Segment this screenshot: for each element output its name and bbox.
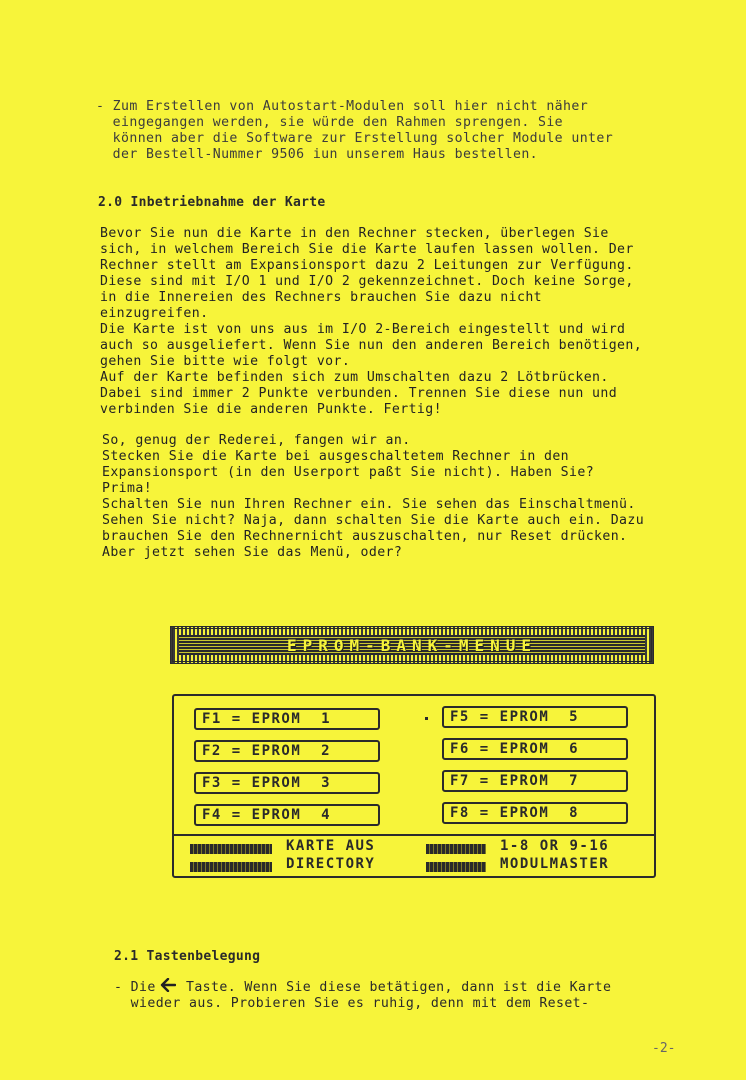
paragraph-line: Diese sind mit I/O 1 und I/O 2 gekennzeichnet. Doch keine Sorge, xyxy=(100,274,634,289)
menu-footer-karte-aus[interactable]: KARTE AUS xyxy=(286,838,376,854)
paragraph-line: in die Innereien des Rechners brauchen Sie dazu nicht xyxy=(100,290,542,305)
key-chip-icon xyxy=(426,862,486,872)
section-heading-2-1: 2.1 Tastenbelegung xyxy=(114,949,261,964)
menu-item-f2[interactable]: F2 = EPROM 2 xyxy=(194,740,380,762)
left-arrow-icon xyxy=(160,978,176,992)
paragraph-line: sich, in welchem Bereich Sie die Karte laufen lassen wollen. Der xyxy=(100,242,634,257)
paragraph-line: Aber jetzt sehen Sie das Menü, oder? xyxy=(102,545,403,560)
section-heading-2-0: 2.0 Inbetriebnahme der Karte xyxy=(98,195,326,210)
paragraph-line: Schalten Sie nun Ihren Rechner ein. Sie sehen das Einschaltmenü. xyxy=(102,497,636,512)
paragraph-line: Rechner stellt am Expansionsport dazu 2 Leitungen zur Verfügung. xyxy=(100,258,634,273)
menu-item-f5[interactable]: F5 = EPROM 5 xyxy=(442,706,628,728)
paragraph-line: Dabei sind immer 2 Punkte verbunden. Trennen Sie diese nun und xyxy=(100,386,618,401)
paragraph-line: auch so ausgeliefert. Wenn Sie nun den anderen Bereich benötigen, xyxy=(100,338,643,353)
menu-item-f1[interactable]: F1 = EPROM 1 xyxy=(194,708,380,730)
menu-item-f7[interactable]: F7 = EPROM 7 xyxy=(442,770,628,792)
menu-banner xyxy=(170,626,654,664)
menu-footer-directory[interactable]: DIRECTORY xyxy=(286,856,376,872)
tastenbelegung-line-prefix: - Die xyxy=(114,980,156,995)
key-chip-icon xyxy=(426,844,486,854)
intro-line: der Bestell-Nummer 9506 iun unserem Haus bestellen. xyxy=(96,147,538,162)
menu-footer-bank-select[interactable]: 1-8 OR 9-16 xyxy=(500,838,610,854)
page-number: -2- xyxy=(652,1041,676,1056)
menu-divider xyxy=(174,834,654,836)
tastenbelegung-line-2: wieder aus. Probieren Sie es ruhig, denn mit dem Reset- xyxy=(114,996,590,1011)
intro-line: - Zum Erstellen von Autostart-Modulen soll hier nicht näher xyxy=(96,99,589,114)
paragraph-line: Stecken Sie die Karte bei ausgeschaltetem Rechner in den xyxy=(102,449,570,464)
paragraph-line: Expansionsport (in den Userport paßt Sie nicht). Haben Sie? xyxy=(102,465,595,480)
paragraph-line: gehen Sie bitte wie folgt vor. xyxy=(100,354,351,369)
menu-item-f6[interactable]: F6 = EPROM 6 xyxy=(442,738,628,760)
key-chip-icon xyxy=(190,844,272,854)
paragraph-line: Auf der Karte befinden sich zum Umschalten dazu 2 Lötbrücken. xyxy=(100,370,609,385)
paragraph-line: Prima! xyxy=(102,481,153,496)
paragraph-line: So, genug der Rederei, fangen wir an. xyxy=(102,433,411,448)
menu-item-f8[interactable]: F8 = EPROM 8 xyxy=(442,802,628,824)
menu-footer-modulmaster[interactable]: MODULMASTER xyxy=(500,856,610,872)
paragraph-line: Sehen Sie nicht? Naja, dann schalten Sie die Karte auch ein. Dazu xyxy=(102,513,645,528)
menu-banner-title: EPROM-BANK-MENUE xyxy=(286,635,538,655)
tastenbelegung-line-rest: Taste. Wenn Sie diese betätigen, dann ist die Karte xyxy=(186,980,612,995)
menu-banner-inner xyxy=(179,635,645,655)
eprom-menu xyxy=(172,694,656,878)
paragraph-line: einzugreifen. xyxy=(100,306,209,321)
paragraph-line: Bevor Sie nun die Karte in den Rechner stecken, überlegen Sie xyxy=(100,226,609,241)
menu-item-f3[interactable]: F3 = EPROM 3 xyxy=(194,772,380,794)
intro-line: können aber die Software zur Erstellung solcher Module unter xyxy=(96,131,614,146)
key-chip-icon xyxy=(190,862,272,872)
separator-dot xyxy=(425,717,428,720)
paragraph-line: verbinden Sie die anderen Punkte. Fertig! xyxy=(100,402,442,417)
menu-item-f4[interactable]: F4 = EPROM 4 xyxy=(194,804,380,826)
intro-line: eingegangen werden, sie würde den Rahmen sprengen. Sie xyxy=(96,115,564,130)
paragraph-line: Die Karte ist von uns aus im I/O 2-Bereich eingestellt und wird xyxy=(100,322,626,337)
paragraph-line: brauchen Sie den Rechnernicht auszuschalten, nur Reset drücken. xyxy=(102,529,628,544)
